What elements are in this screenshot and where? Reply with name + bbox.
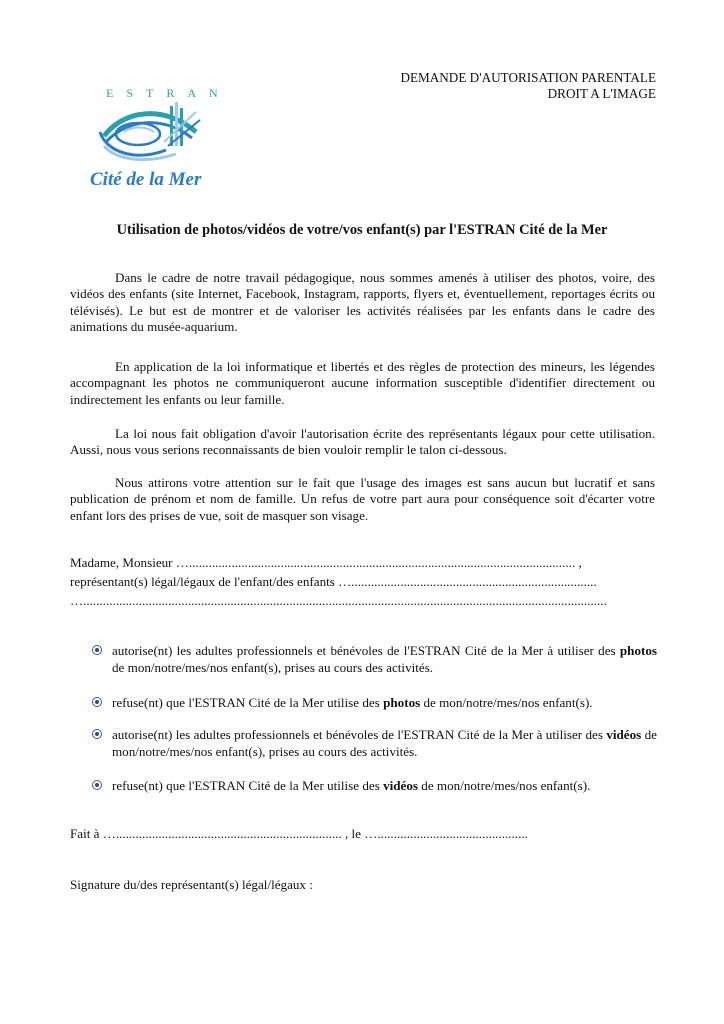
option-text: refuse(nt) que l'ESTRAN Cité de la Mer utilise des vidéos de mon/notre/mes/nos enfant(s). [112, 778, 591, 793]
radio-button-icon[interactable] [92, 694, 112, 711]
radio-button-icon[interactable] [92, 642, 112, 659]
logo-estran-text: ESTRAN [106, 86, 231, 100]
signature-label: Signature du/des représentant(s) légal/légaux : [70, 877, 313, 892]
option-text: refuse(nt) que l'ESTRAN Cité de la Mer utilise des photos de mon/notre/mes/nos enfant(s). [112, 695, 593, 710]
estran-logo [70, 80, 230, 198]
option-authorize-videos[interactable] [92, 726, 657, 760]
child-name-continuation-line[interactable]: …................................................................................................................................................................ [70, 593, 607, 608]
option-text: autorise(nt) les adultes professionnels et bénévoles de l'ESTRAN Cité de la Mer à utiliser des vidéos de mon/notre/mes/nos enfant(s), prises au cours des activités. [112, 727, 657, 759]
logo-wave-icon [96, 102, 206, 166]
paragraph-1-text: Dans le cadre de notre travail pédagogique, nous sommes amenés à utiliser des photos, voire, des vidéos des enfants (site Internet, Facebook, Instagram, rapports, flyers et, éventuellement, reportages écrits ou télévisés). Le but est de montrer et de valoriser les activités réalisées par les enfants dans le cadre des animations du musée-aquarium. [70, 270, 655, 334]
paragraph-4-text: Nous attirons votre attention sur le fait que l'usage des images est sans aucun but lucratif et sans publication de prénom et nom de famille. Un refus de votre part aura pour conséquence soit d'écarter votre enfant lors des prises de vue, soit de masquer son visage. [70, 475, 655, 523]
header-line-2: DROIT A L'IMAGE [547, 86, 656, 101]
guardian-name-line[interactable]: Madame, Monsieur …...................................................................................................................... , [70, 555, 582, 570]
paragraph-3-text: La loi nous fait obligation d'avoir l'autorisation écrite des représentants légaux pour cette utilisation. Aussi, nous vous serions reconnaissants de bien vouloir remplir le talon ci-dessous. [70, 426, 655, 458]
header-line-1: DEMANDE D'AUTORISATION PARENTALE [400, 70, 656, 85]
paragraph-4 [70, 475, 655, 524]
radio-button-icon[interactable] [92, 777, 112, 794]
child-name-line[interactable]: représentant(s) légal/légaux de l'enfant/des enfants …........................................................................... [70, 574, 597, 589]
radio-button-icon[interactable] [92, 726, 112, 743]
option-authorize-photos[interactable] [92, 642, 657, 676]
paragraph-1 [70, 270, 655, 335]
document-header [400, 70, 656, 102]
logo-cite-de-la-mer-text: Cité de la Mer [90, 169, 202, 190]
document-title: Utilisation de photos/vidéos de votre/vos enfant(s) par l'ESTRAN Cité de la Mer [116, 222, 608, 238]
option-refuse-videos[interactable] [92, 777, 657, 794]
place-date-line[interactable]: Fait à …..................................................................... , le ….............................................. [70, 826, 528, 841]
option-text: autorise(nt) les adultes professionnels et bénévoles de l'ESTRAN Cité de la Mer à utiliser des photos de mon/notre/mes/nos enfant(s), prises au cours des activités. [112, 643, 657, 675]
paragraph-2-text: En application de la loi informatique et libertés et des règles de protection des mineurs, les légendes accompagnant les photos ne communiqueront aucune information susceptible d'identifier directement ou indirectement les enfants ou leur famille. [70, 359, 655, 407]
paragraph-2 [70, 359, 655, 408]
paragraph-3 [70, 426, 655, 459]
option-refuse-photos[interactable] [92, 694, 657, 711]
